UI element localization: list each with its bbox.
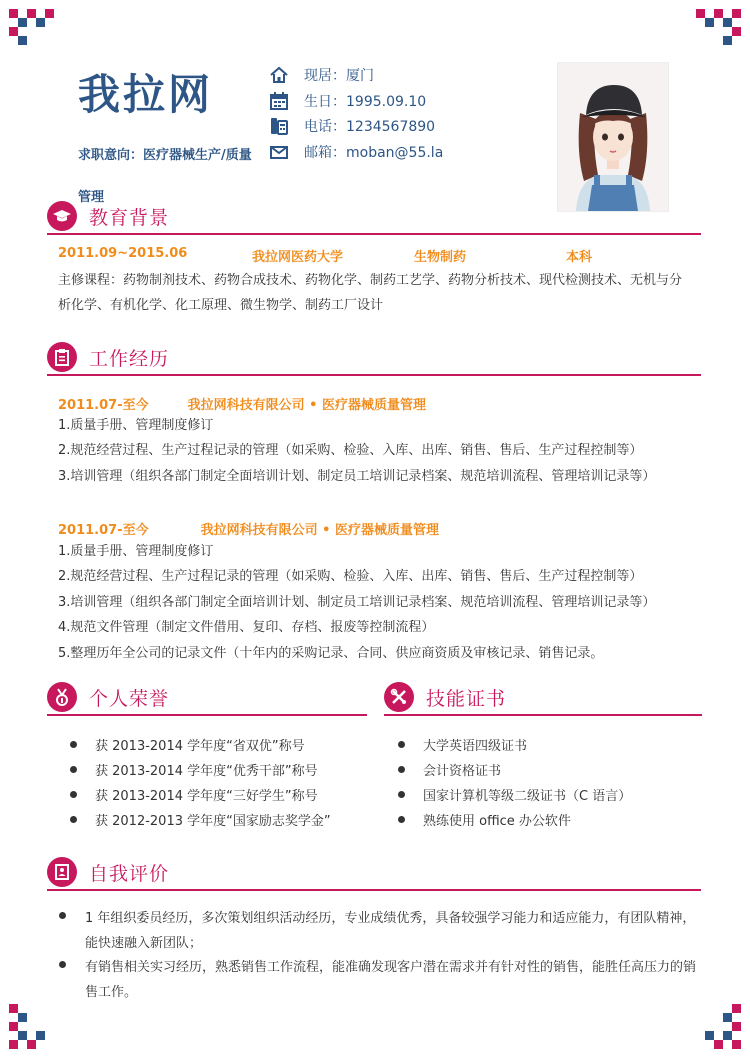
self-title: 自我评价 [89,863,170,885]
bullet-dot [70,816,77,823]
work-title: 工作经历 [89,348,170,370]
education-school: 我拉网医药大学 [252,250,344,265]
bullet-dot [70,766,77,773]
corner-decoration-top-left [0,0,60,60]
calendar-icon [268,90,290,112]
bullet-dot [59,961,66,968]
bullet-dot [70,791,77,798]
education-divider [47,233,701,235]
corner-decoration-bottom-left [0,998,60,1058]
bullet-dot [398,791,405,798]
corner-decoration-bottom-right [690,998,750,1058]
work-divider [47,374,701,376]
self-item [59,906,699,956]
bullet-dot [398,766,405,773]
job-header: 2011.07-至今 我拉网科技有限公司 • 医疗器械质量管理 [58,523,439,538]
tools-icon [384,682,414,712]
bullet-dot [398,741,405,748]
home-icon [268,64,290,86]
contact-email [268,140,443,164]
job-line: 1.质量手册、管理制度修订 [58,544,214,559]
job-line: 3.培训管理（组织各部门制定全面培训计划、制定员工培训记录档案、规范培训流程、管理培训记录等） [58,469,656,484]
honor-text: 获 2012-2013 学年度“国家励志奖学金” [95,814,331,829]
job-line: 2.规范经营过程、生产过程记录的管理（如采购、检验、入库、出库、销售、售后、生产过程控制等） [58,443,643,458]
skill-text: 大学英语四级证书 [423,739,528,754]
self-text: 有销售相关实习经历，熟悉销售工作流程，能准确发现客户潜在需求并有针对性的销售，能胜任高压力的销售工作。 [85,960,697,1000]
job-line: 1.质量手册、管理制度修订 [58,418,214,433]
mail-icon [268,141,290,163]
work-section-header [47,342,701,376]
education-period: 2011.09~2015.06 [58,246,188,261]
honor-item [70,760,318,779]
skill-item [398,760,501,779]
skill-item [398,785,631,804]
profile-photo [557,62,669,212]
contact-address [268,63,374,87]
clipboard-icon [47,342,77,372]
skills-title: 技能证书 [426,688,507,710]
profile-card-icon [47,857,77,887]
contact-email-text: 邮箱：moban@55.la [304,145,444,161]
skill-text: 会计资格证书 [423,764,502,779]
skill-item [398,735,527,754]
job-header: 2011.07-至今 我拉网科技有限公司 • 医疗器械质量管理 [58,398,426,413]
honor-text: 获 2013-2014 学年度“三好学生”称号 [95,789,318,804]
self-divider [47,889,701,891]
corner-decoration-top-right [690,0,750,60]
graduation-cap-icon [47,201,77,231]
phone-icon [268,115,290,137]
self-section-header [47,857,701,891]
job-line: 3.培训管理（组织各部门制定全面培训计划、制定员工培训记录档案、规范培训流程、管理培训记录等） [58,595,656,610]
job-intent: 求职意向：医疗器械生产/质量管理 [78,148,252,205]
honor-text: 获 2013-2014 学年度“省双优”称号 [95,739,305,754]
job-line: 4.规范文件管理（制定文件借用、复印、存档、报废等控制流程） [58,620,435,635]
education-degree: 本科 [566,250,593,265]
bullet-dot [70,741,77,748]
honor-text: 获 2013-2014 学年度“优秀干部”称号 [95,764,318,779]
education-major: 生物制药 [414,250,467,265]
bullet-dot [398,816,405,823]
education-section-header [47,201,701,235]
contact-birthday [268,89,426,113]
contact-address-text: 现居：厦门 [304,68,374,84]
job-line: 2.规范经营过程、生产过程记录的管理（如采购、检验、入库、出库、销售、售后、生产过程控制等） [58,569,643,584]
education-title: 教育背景 [89,207,170,229]
contact-phone-text: 电话：1234567890 [304,119,436,135]
honor-item [70,735,305,754]
honors-section-header [47,682,367,716]
skill-item [398,810,571,829]
contact-birthday-text: 生日：1995.09.10 [304,94,427,110]
skill-text: 国家计算机等级二级证书（C 语言） [423,789,632,804]
honor-item [70,810,331,829]
contact-phone [268,114,435,138]
self-item [59,955,699,1005]
self-text: 1 年组织委员经历，多次策划组织活动经历，专业成绩优秀，具备较强学习能力和适应能力，有团队精神，能快速融入新团队； [85,911,696,951]
skill-text: 熟练使用 office 办公软件 [423,814,571,829]
candidate-name: 我拉网 [78,70,214,119]
honor-item [70,785,318,804]
skills-divider [384,714,702,716]
skills-section-header [384,682,702,716]
job-line: 5.整理历年全公司的记录文件（十年内的采购记录、合同、供应商资质及审核记录、销售记录。 [58,646,604,661]
honors-title: 个人荣誉 [89,688,170,710]
bullet-dot [59,912,66,919]
medal-icon [47,682,77,712]
education-courses: 主修课程：药物制剂技术、药物合成技术、药物化学、制药工艺学、药物分析技术、现代检测技术、无机与分析化学、有机化学、化工原理、微生物学、制药工厂设计 [58,273,683,313]
honors-divider [47,714,367,716]
